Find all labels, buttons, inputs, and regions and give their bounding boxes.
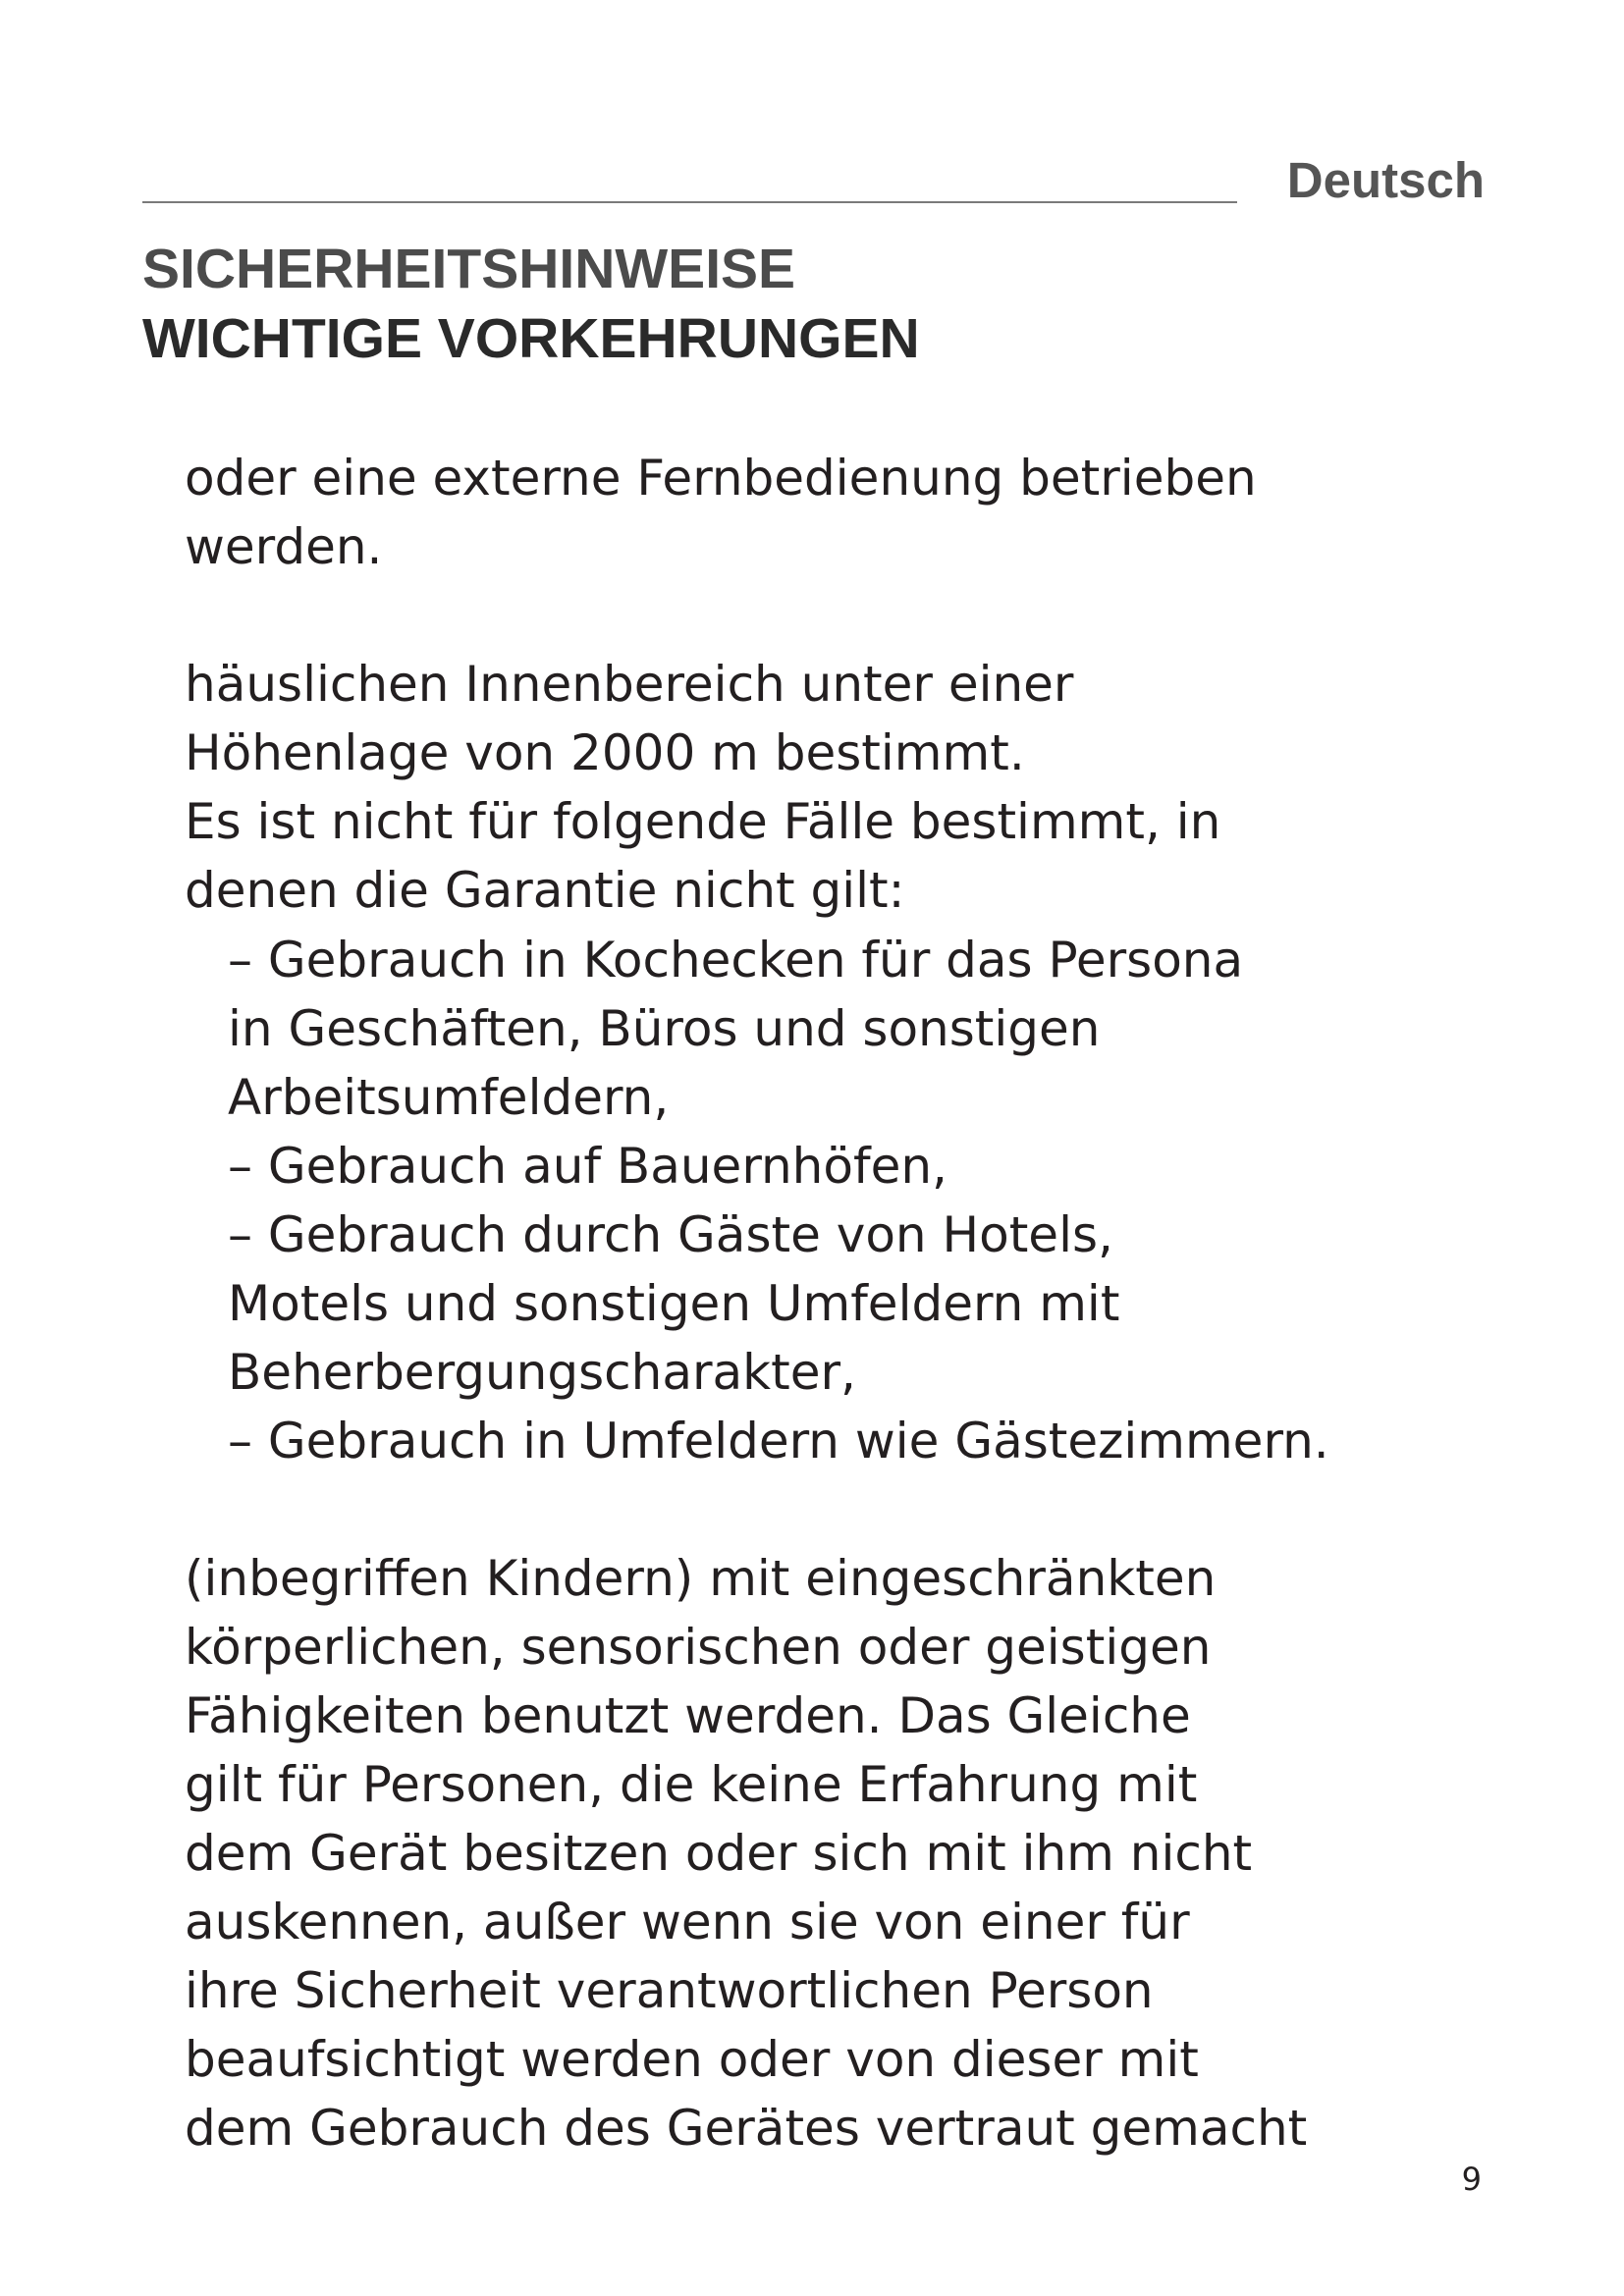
body-line: Höhenlage von 2000 m bestimmt. bbox=[185, 724, 1025, 781]
page-number: 9 bbox=[1461, 2161, 1482, 2198]
list-item-continuation: Motels und sonstigen Umfeldern mit bbox=[228, 1275, 1120, 1332]
section-subtitle: WICHTIGE VORKEHRUNGEN bbox=[142, 307, 920, 370]
body-line: Es ist nicht für folgende Fälle bestimmt, in bbox=[185, 793, 1221, 850]
body-line: oder eine externe Fernbedienung betrieben bbox=[185, 450, 1257, 507]
body-line: dem Gerät besitzen oder sich mit ihm nicht bbox=[185, 1825, 1253, 1882]
body-line: körperlichen, sensorischen oder geistigen bbox=[185, 1619, 1212, 1676]
body-line: dem Gebrauch des Gerätes vertraut gemacht bbox=[185, 2100, 1308, 2157]
body-line: häuslichen Innenbereich unter einer bbox=[185, 656, 1074, 713]
list-item: – Gebrauch durch Gäste von Hotels, bbox=[228, 1206, 1113, 1263]
section-title: SICHERHEITSHINWEISE bbox=[142, 238, 796, 300]
body-line: Fähigkeiten benutzt werden. Das Gleiche bbox=[185, 1687, 1191, 1744]
body-line: gilt für Personen, die keine Erfahrung mit bbox=[185, 1756, 1198, 1813]
body-line: beaufsichtigt werden oder von dieser mit bbox=[185, 2031, 1199, 2088]
list-item: – Gebrauch in Umfeldern wie Gästezimmern. bbox=[228, 1413, 1329, 1469]
list-item-continuation: Arbeitsumfeldern, bbox=[228, 1069, 670, 1126]
body-line: ihre Sicherheit verantwortlichen Person bbox=[185, 1962, 1154, 2019]
list-item-continuation: in Geschäften, Büros und sonstigen bbox=[228, 1000, 1101, 1057]
list-item: – Gebrauch auf Bauernhöfen, bbox=[228, 1138, 947, 1195]
body-line: werden. bbox=[185, 518, 383, 575]
list-item-continuation: Beherbergungscharakter, bbox=[228, 1344, 856, 1401]
header-rule bbox=[142, 201, 1237, 203]
body-line: (inbegriffen Kindern) mit eingeschränkten bbox=[185, 1550, 1217, 1607]
body-line: denen die Garantie nicht gilt: bbox=[185, 862, 905, 919]
language-label: Deutsch bbox=[1286, 152, 1485, 208]
body-line: auskennen, außer wenn sie von einer für bbox=[185, 1894, 1190, 1950]
list-item: – Gebrauch in Kochecken für das Persona bbox=[228, 932, 1244, 988]
